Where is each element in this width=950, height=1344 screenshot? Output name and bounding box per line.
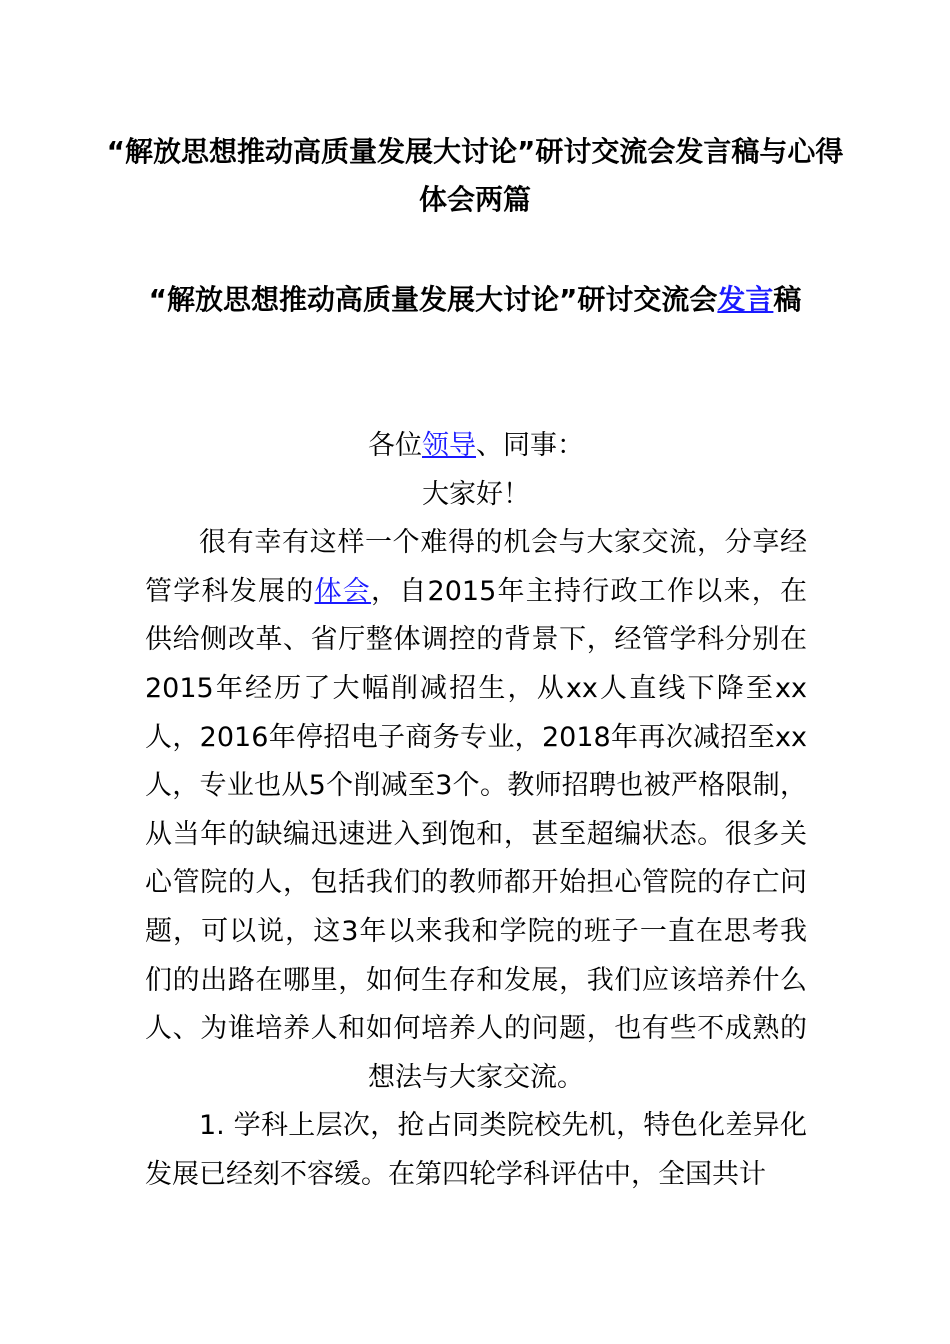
hello-line: 大家好！	[422, 478, 530, 510]
leaders-link[interactable]: 领导	[422, 430, 476, 461]
experience-link[interactable]: 体会	[314, 575, 372, 607]
document-body	[145, 422, 807, 1200]
paragraph-1-tail: ，自2015年主持行政工作以来，在供给侧改革、省厅整体调控的背景下，经管学科分别在2015年经历了大幅削减招生，从xx人直线下降至xx人，2016年停招电子商务专业，2018年再次减招至xx人，专业也从5个削减至3个。教师招聘也被严格限制，从当年的缺编迅速进入到饱和，甚至超编状态。很多关心管院的人，包括我们的教师都开始担心管院的存亡问题，可以说，这3年以来我和学院的班子一直在思考我们的出路在哪里，如何生存和发展，我们应该培养什么人、为谁培养人和如何培养人的问题，也有些不成熟的想法与大家交流。	[145, 575, 808, 1093]
speech-link[interactable]: 发言	[717, 283, 774, 316]
document-title: “解放思想推动高质量发展大讨论”研讨交流会发言稿与心得体会两篇	[106, 135, 844, 216]
section-title-text: “解放思想推动高质量发展大讨论”研讨交流会	[148, 283, 718, 316]
paragraph-2: 1. 学科上层次，抢占同类院校先机，特色化差异化发展已经刻不容缓。在第四轮学科评估中，全国共计	[145, 1110, 807, 1190]
paragraph-1	[145, 519, 807, 1102]
greeting-text: 各位	[368, 430, 422, 461]
greeting-tail: 、同事：	[476, 430, 584, 461]
section-title	[100, 276, 850, 324]
greeting-line	[145, 422, 807, 471]
section-title-tail: 稿	[773, 283, 802, 316]
paragraph-1-text: 很有幸有这样一个难得的机会与大家交流，分享经管学科发展的	[145, 527, 807, 607]
